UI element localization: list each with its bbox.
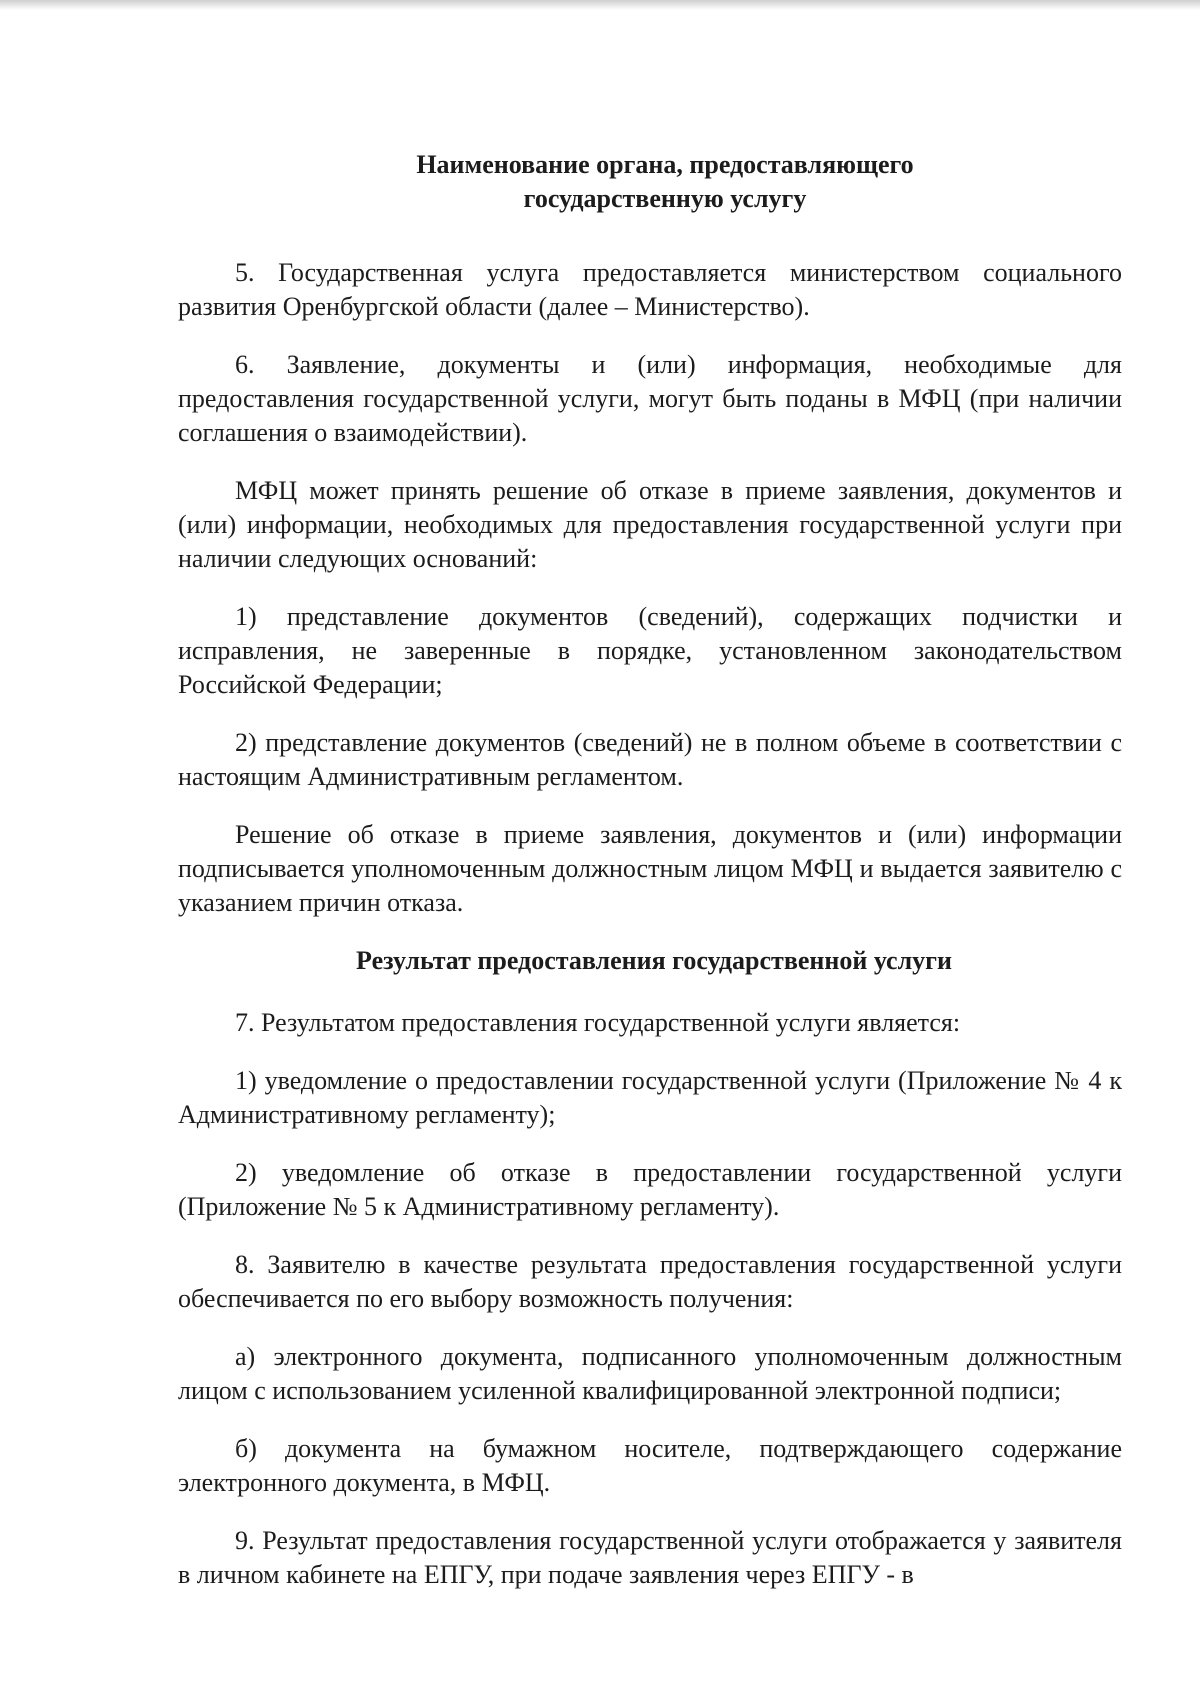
paragraph-7-item-1: 1) уведомление о предоставлении государственной услуги (Приложение № 4 к Административному регламенту); [178, 1066, 1122, 1129]
section-heading-authority [208, 148, 1122, 216]
paragraph-7: 7. Результатом предоставления государственной услуги является: [235, 1008, 961, 1037]
paragraph-7-item-2: 2) уведомление об отказе в предоставлении государственной услуги (Приложение № 5 к Административному регламенту). [178, 1158, 1122, 1221]
paragraph-6: 6. Заявление, документы и (или) информация, необходимые для предоставления государственной услуги, могут быть поданы в МФЦ (при наличии соглашения о взаимодействии). [178, 350, 1122, 447]
heading-line-2: государственную услугу [523, 184, 807, 213]
heading-line-1: Наименование органа, предоставляющего [416, 150, 914, 179]
paragraph-8-item-b: б) документа на бумажном носителе, подтверждающего содержание электронного документа, в МФЦ. [178, 1434, 1122, 1497]
paragraph-8-item-a: а) электронного документа, подписанного уполномоченным должностным лицом с использованием усиленной квалифицированной электронной подписи; [178, 1342, 1122, 1405]
section-heading-result: Результат предоставления государственной услуги [356, 946, 952, 975]
paragraph-refusal-decision: Решение об отказе в приеме заявления, документов и (или) информации подписывается уполномоченным должностным лицом МФЦ и выдается заявителю с указанием причин отказа. [178, 820, 1122, 917]
paragraph-ground-1: 1) представление документов (сведений), содержащих подчистки и исправления, не заверенные в порядке, установленном законодательством Российской Федерации; [178, 602, 1122, 699]
paragraph-ground-2: 2) представление документов (сведений) не в полном объеме в соответствии с настоящим Административным регламентом. [178, 728, 1122, 791]
paragraph-5: 5. Государственная услуга предоставляется министерством социального развития Оренбургской области (далее – Министерство). [178, 258, 1122, 321]
scan-edge [0, 0, 1200, 10]
paragraph-8: 8. Заявителю в качестве результата предоставления государственной услуги обеспечивается по его выбору возможность получения: [178, 1250, 1122, 1313]
paragraph-mfc-refusal: МФЦ может принять решение об отказе в приеме заявления, документов и (или) информации, необходимых для предоставления государственной услуги при наличии следующих оснований: [178, 476, 1122, 573]
document-body [178, 148, 1122, 1614]
paragraph-9: 9. Результат предоставления государственной услуги отображается у заявителя в личном кабинете на ЕПГУ, при подаче заявления через ЕПГУ - в [178, 1526, 1122, 1589]
